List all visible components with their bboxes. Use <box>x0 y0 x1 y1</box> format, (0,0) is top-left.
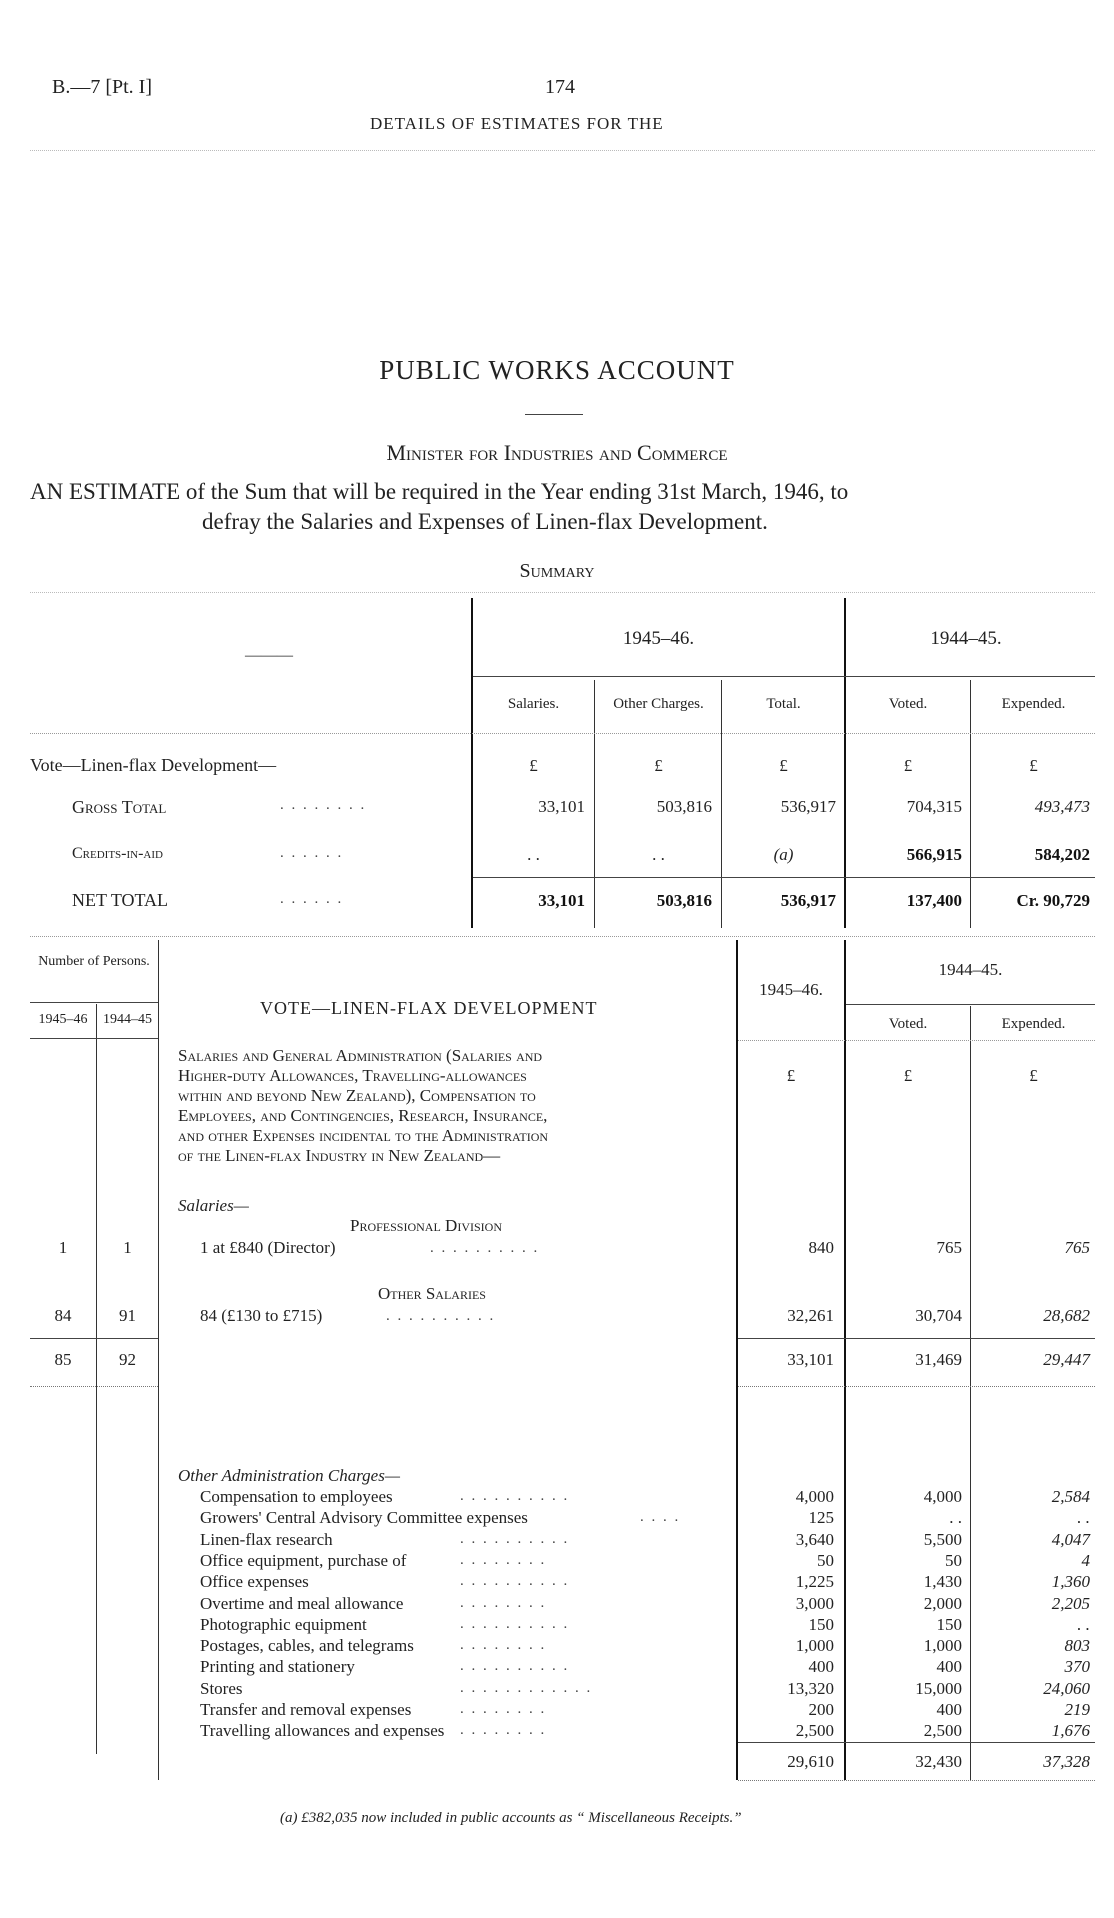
total-1945: 29,610 <box>787 1752 834 1771</box>
leader-dots: . . . . . . . . . . <box>460 1531 570 1547</box>
document-reference: B.—7 [Pt. I] <box>52 76 152 98</box>
value-voted: 137,400 <box>906 891 962 910</box>
value-total: (a) <box>773 845 794 864</box>
value-1945: 4,000 <box>795 1487 834 1506</box>
value-voted: 566,915 <box>906 845 962 864</box>
value-voted: 1,430 <box>923 1572 962 1591</box>
leader-dots: . . . . . . . . . . . . <box>460 1680 593 1696</box>
title-rule <box>525 414 583 415</box>
value-expended: . . <box>1077 1508 1090 1527</box>
value-expended: 1,676 <box>1051 1721 1090 1740</box>
row-label: Transfer and removal expenses <box>200 1700 412 1719</box>
value-voted: 400 <box>936 1657 962 1676</box>
value-other-charges: 503,816 <box>656 891 712 910</box>
persons-1944: 91 <box>119 1306 136 1325</box>
persons-col-1945: 1945–46 <box>38 1012 88 1027</box>
row-label: Office equipment, purchase of <box>200 1551 407 1570</box>
description-line: Higher-duty Allowances, Travelling-allowances <box>178 1066 527 1085</box>
value-voted: 2,500 <box>923 1721 962 1740</box>
row-label: Printing and stationery <box>200 1657 355 1676</box>
value-expended: 370 <box>1064 1657 1090 1676</box>
row-label: Growers' Central Advisory Committee expenses <box>200 1508 528 1527</box>
currency-symbol: £ <box>1029 756 1038 775</box>
summary-divider-other <box>721 680 722 928</box>
summary-header-rule <box>30 733 1095 734</box>
total-1945: 33,101 <box>787 1350 834 1369</box>
persons-1945: 1 <box>58 1238 68 1257</box>
row-label: 84 (£130 to £715) <box>200 1306 323 1325</box>
leader-dots: . . . . . . . . . . <box>460 1616 570 1632</box>
summary-col-voted: Voted. <box>888 696 928 712</box>
salaries-total-rule-persons <box>30 1338 158 1339</box>
value-voted: 30,704 <box>915 1306 962 1325</box>
value-other-charges: . . <box>652 845 665 864</box>
value-voted: 150 <box>936 1615 962 1634</box>
value-total: 536,917 <box>780 797 836 816</box>
value-1945: 50 <box>817 1551 834 1570</box>
summary-group-1944: 1944–45. <box>930 628 1002 649</box>
persons-header: Number of Persons. <box>38 954 150 969</box>
value-voted: 765 <box>936 1238 962 1257</box>
currency-symbol: £ <box>903 756 913 775</box>
other-salaries-heading: Other Salaries <box>378 1284 486 1303</box>
summary-vote-label: Vote—Linen-flax Development— <box>30 755 277 775</box>
value-1945: 2,500 <box>795 1721 834 1740</box>
value-1945: 1,000 <box>795 1636 834 1655</box>
estimate-line-2: defray the Salaries and Expenses of Linen-flax Development. <box>202 509 768 534</box>
admin-total-rule <box>738 1742 1095 1743</box>
page-number: 174 <box>545 76 575 98</box>
leader-dots: . . . . . . . . <box>460 1722 547 1738</box>
value-voted: . . <box>949 1508 962 1527</box>
value-voted: 4,000 <box>923 1487 962 1506</box>
value-expended: 28,682 <box>1043 1306 1090 1325</box>
row-label: NET TOTAL <box>72 890 169 910</box>
leader-dots: . . . . . . . . . . <box>460 1658 570 1674</box>
leader-dots: . . . . . . . . . . <box>460 1573 570 1589</box>
row-label: Postages, cables, and telegrams <box>200 1636 414 1655</box>
detail-top-rule <box>30 936 1095 937</box>
summary-divider-salaries <box>594 680 595 928</box>
value-expended: Cr. 90,729 <box>1016 891 1090 910</box>
description-line: Employees, and Contingencies, Research, Insurance, <box>178 1106 548 1125</box>
value-total: 536,917 <box>780 891 836 910</box>
salaries-heading: Salaries— <box>178 1196 249 1215</box>
total-expended: 37,328 <box>1043 1752 1090 1771</box>
summary-net-rule <box>473 877 1095 878</box>
currency-symbol: £ <box>779 756 788 775</box>
currency-symbol: £ <box>1029 1066 1038 1085</box>
footnote: (a) £382,035 now included in public accounts as “ Miscellaneous Receipts.” <box>280 1810 742 1826</box>
leader-dots: . . . . . . . . <box>460 1552 547 1568</box>
value-expended: 584,202 <box>1034 845 1090 864</box>
value-1945: 3,640 <box>795 1530 834 1549</box>
value-1945: 840 <box>808 1238 834 1257</box>
leader-dots: . . . . . . . . . . <box>430 1240 540 1256</box>
value-salaries: 33,101 <box>538 891 585 910</box>
value-expended: 4,047 <box>1051 1530 1090 1549</box>
value-1945: 13,320 <box>787 1679 834 1698</box>
value-salaries: . . <box>527 845 540 864</box>
amount-header-rule <box>738 1040 1095 1041</box>
col-1945-46: 1945–46. <box>759 980 823 999</box>
value-1945: 125 <box>808 1508 834 1527</box>
row-label: Gross Total <box>72 797 167 817</box>
leader-dots: . . . . . . . . <box>460 1595 547 1611</box>
summary-top-rule <box>30 592 1095 593</box>
estimate-line-1: AN ESTIMATE of the Sum that will be required in the Year ending 31st March, 1946, to <box>30 479 849 504</box>
persons-col-rule <box>30 1038 158 1039</box>
value-expended: 803 <box>1064 1636 1090 1655</box>
value-voted: 400 <box>936 1700 962 1719</box>
persons-divider <box>96 1004 97 1754</box>
value-expended: 493,473 <box>1034 797 1090 816</box>
admin-bottom-rule <box>738 1780 1095 1781</box>
leader-dots: . . . . . . <box>280 891 344 907</box>
expended-left-rule <box>970 1006 971 1780</box>
leader-dots: . . . . . . . . <box>280 797 367 813</box>
currency-symbol: £ <box>786 1066 796 1085</box>
account-title: PUBLIC WORKS ACCOUNT <box>379 355 735 385</box>
value-expended: 2,205 <box>1051 1594 1090 1613</box>
summary-col-other-charges: Other Charges. <box>613 696 704 712</box>
row-label: Travelling allowances and expenses <box>200 1721 445 1740</box>
currency-symbol: £ <box>654 756 663 775</box>
value-expended: 765 <box>1064 1238 1090 1257</box>
vote-title: VOTE—LINEN-FLAX DEVELOPMENT <box>260 998 598 1018</box>
leader-dots: . . . . . . . . <box>460 1637 547 1653</box>
value-expended: 4 <box>1081 1551 1090 1570</box>
value-other-charges: 503,816 <box>656 797 712 816</box>
row-label: 1 at £840 (Director) <box>200 1238 336 1257</box>
persons-right-rule <box>158 940 159 1780</box>
summary-group-rule <box>473 676 1095 677</box>
value-voted: 1,000 <box>923 1636 962 1655</box>
description-line: Salaries and General Administration (Salaries and <box>178 1046 543 1065</box>
value-expended: 24,060 <box>1043 1679 1090 1698</box>
value-expended: 2,584 <box>1051 1487 1090 1506</box>
leader-dots: . . . . . . . . . . <box>386 1308 496 1324</box>
value-voted: 704,315 <box>906 797 962 816</box>
col-1944-rule <box>846 1004 1095 1005</box>
row-label: Compensation to employees <box>200 1487 393 1506</box>
value-voted: 2,000 <box>923 1594 962 1613</box>
col-1944-45: 1944–45. <box>938 960 1003 979</box>
description-line: and other Expenses incidental to the Administration <box>178 1126 549 1145</box>
row-label: Linen-flax research <box>200 1530 333 1549</box>
value-1945: 150 <box>808 1615 834 1634</box>
running-title: DETAILS OF ESTIMATES FOR THE <box>370 114 664 133</box>
value-1945: 3,000 <box>795 1594 834 1613</box>
header-rule <box>30 150 1095 151</box>
value-voted: 50 <box>945 1551 962 1570</box>
minister-heading: Minister for Industries and Commerce <box>386 440 728 465</box>
value-salaries: 33,101 <box>538 797 585 816</box>
persons-total-1944: 92 <box>119 1350 136 1369</box>
total-voted: 31,469 <box>915 1350 962 1369</box>
leader-dots: . . . . . . . . <box>460 1701 547 1717</box>
leader-dots: . . . . . . . . . . <box>460 1488 570 1504</box>
value-1945: 200 <box>808 1700 834 1719</box>
summary-heading: Summary <box>519 560 595 582</box>
other-admin-heading: Other Administration Charges— <box>178 1466 400 1485</box>
persons-1945: 84 <box>54 1306 72 1325</box>
summary-col-total: Total. <box>766 696 801 712</box>
value-1945: 400 <box>808 1657 834 1676</box>
row-label: Stores <box>200 1679 243 1698</box>
summary-divider-voted <box>970 680 971 928</box>
description-line: of the Linen-flax Industry in New Zealand— <box>178 1146 501 1165</box>
persons-1944: 1 <box>123 1238 132 1257</box>
value-voted: 5,500 <box>923 1530 962 1549</box>
description-line: within and beyond New Zealand), Compensation to <box>178 1086 536 1105</box>
summary-group-1945: 1945–46. <box>622 628 695 649</box>
currency-symbol: £ <box>529 756 538 775</box>
total-voted: 32,430 <box>915 1752 962 1771</box>
col-voted: Voted. <box>888 1016 928 1032</box>
salaries-bottom-rule-persons <box>30 1386 158 1387</box>
col-expended: Expended. <box>1001 1016 1066 1032</box>
summary-dash: ——— <box>245 647 293 664</box>
summary-col-salaries: Salaries. <box>507 696 560 712</box>
value-1945: 32,261 <box>787 1306 834 1325</box>
persons-col-1944: 1944–45 <box>103 1012 152 1027</box>
row-label: Office expenses <box>200 1572 309 1591</box>
value-expended: . . <box>1077 1615 1090 1634</box>
leader-dots: . . . . <box>640 1509 681 1525</box>
value-voted: 15,000 <box>915 1679 962 1698</box>
row-label: Credits-in-aid <box>72 845 163 862</box>
value-expended: 219 <box>1064 1700 1090 1719</box>
value-expended: 1,360 <box>1051 1572 1090 1591</box>
leader-dots: . . . . . . <box>280 845 344 861</box>
row-label: Overtime and meal allowance <box>200 1594 404 1613</box>
total-expended: 29,447 <box>1043 1350 1090 1369</box>
professional-division-heading: Professional Division <box>350 1216 502 1235</box>
currency-symbol: £ <box>903 1066 913 1085</box>
salaries-total-rule-amounts <box>738 1338 1095 1339</box>
salaries-bottom-rule-amounts <box>738 1386 1095 1387</box>
summary-col-expended: Expended. <box>1001 696 1066 712</box>
value-1945: 1,225 <box>795 1572 834 1591</box>
persons-total-1945: 85 <box>54 1350 72 1369</box>
row-label: Photographic equipment <box>200 1615 367 1634</box>
persons-header-rule <box>30 1002 158 1003</box>
